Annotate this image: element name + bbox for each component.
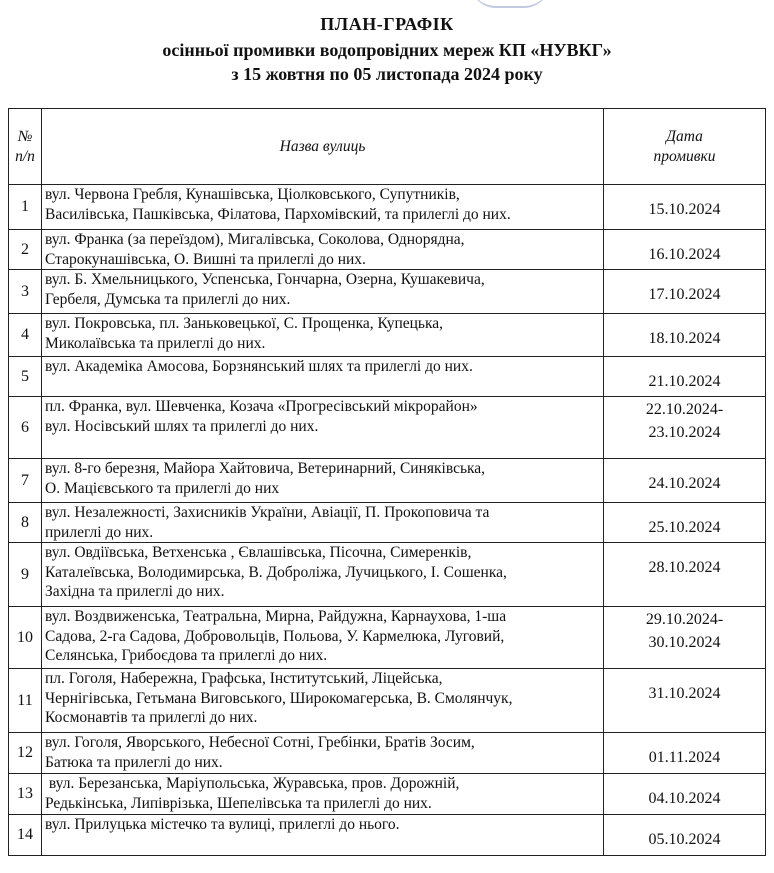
table-header-row [9, 109, 766, 185]
flush-date [604, 397, 766, 459]
street-names [42, 357, 604, 397]
flush-date-line: 22.10.2024- [645, 401, 724, 418]
schedule-table [8, 108, 766, 856]
street-line: вул. Прилуцька містечко та вулиці, прилеглі до нього. [45, 816, 400, 833]
street-names [42, 270, 604, 314]
flush-date [604, 270, 766, 314]
street-line: Чернігівська, Гетьмана Виговського, Широкомагерська, В. Смолянчук, [45, 689, 513, 707]
street-line: Василівська, Пашківська, Філатова, Пархомівский, та прилеглі до них. [45, 205, 511, 223]
street-names [42, 503, 604, 543]
street-line: вул. Носівський шлях та прилеглі до них. [45, 417, 319, 435]
document-period: з 15 жовтня по 05 листопада 2024 року [231, 64, 543, 84]
flush-date-line: 24.10.2024 [648, 475, 721, 492]
street-line: вул. Незалежності, Захисників України, Авіації, П. Прокоповича та [45, 504, 490, 521]
flush-date-line: 21.10.2024 [648, 373, 721, 390]
row-number: 11 [9, 669, 42, 733]
street-line: вул. Академіка Амосова, Борзнянський шлях та прилеглі до них. [45, 358, 473, 375]
street-line: Редькінська, Липіврізька, Шепелівська та прилеглі до них. [45, 794, 432, 812]
street-line: О. Мацієвського та прилеглі до них [45, 479, 280, 497]
table-row [9, 185, 766, 230]
table-row [9, 459, 766, 503]
table-row [9, 815, 766, 856]
street-line: вул. Покровська, пл. Заньковецької, С. Прощенка, Купецька, [45, 315, 444, 332]
row-number: 4 [9, 314, 42, 357]
table-row [9, 669, 766, 733]
street-line: Селянська, Грибоєдова та прилеглі до них. [45, 647, 328, 664]
column-header-number-line2: п/п [15, 147, 35, 165]
row-number: 2 [9, 230, 42, 270]
flush-date-line: 28.10.2024 [648, 559, 721, 576]
table-row [9, 357, 766, 397]
street-names [42, 459, 604, 503]
flush-date [604, 607, 766, 669]
street-names [42, 230, 604, 270]
street-names [42, 397, 604, 459]
row-number: 3 [9, 270, 42, 314]
flush-date-line: 17.10.2024 [648, 286, 721, 303]
street-line: Старокунашівська, О. Вишні та прилеглі до них. [45, 250, 366, 268]
flush-date-line: 05.10.2024 [648, 831, 721, 848]
table-row [9, 230, 766, 270]
row-number: 1 [9, 185, 42, 230]
table-row [9, 543, 766, 607]
street-line: вул. Овдіївська, Ветхенська , Євлашівська, Пісочна, Симеренків, [45, 544, 472, 561]
flush-date-line: 01.11.2024 [648, 749, 721, 766]
table-row [9, 314, 766, 357]
flush-date [604, 543, 766, 607]
street-line: пл. Гоголя, Набережна, Графська, Інститутський, Ліцейська, [45, 670, 443, 687]
street-line: Миколаївська та прилеглі до них. [45, 334, 266, 352]
row-number: 10 [9, 607, 42, 669]
flush-date [604, 669, 766, 733]
street-line: вул. Франка (за переїздом), Мигалівська, Соколова, Однорядна, [45, 231, 465, 248]
flush-date [604, 230, 766, 270]
document-subtitle: осінньої промивки водопровідних мереж КП «НУВКГ» [162, 40, 612, 60]
street-names [42, 543, 604, 607]
street-names [42, 669, 604, 733]
flush-date [604, 503, 766, 543]
column-header-number [9, 109, 42, 185]
street-line: пл. Франка, вул. Шевченка, Козача «Прогресівський мікрорайон» [45, 398, 478, 415]
column-header-date-line2: промивки [653, 147, 716, 165]
stamp-seal-edge [470, 0, 550, 8]
document-title: ПЛАН-ГРАФІК [320, 14, 454, 34]
table-row [9, 503, 766, 543]
flush-date [604, 815, 766, 856]
column-header-number-line1: № [17, 128, 33, 145]
street-names [42, 314, 604, 357]
row-number: 5 [9, 357, 42, 397]
row-number: 13 [9, 774, 42, 815]
row-number: 6 [9, 397, 42, 459]
flush-date-line: 30.10.2024 [648, 634, 721, 651]
flush-date [604, 314, 766, 357]
street-line: Гербеля, Думська та прилеглі до них. [45, 290, 291, 308]
row-number: 12 [9, 733, 42, 774]
table-row [9, 733, 766, 774]
street-names [42, 607, 604, 669]
street-line: прилеглі до них. [45, 523, 154, 541]
street-line: вул. Б. Хмельницького, Успенська, Гончарна, Озерна, Кушакевича, [45, 271, 485, 288]
row-number: 14 [9, 815, 42, 856]
column-header-date-line1: Дата [666, 128, 703, 145]
flush-date-line: 15.10.2024 [648, 201, 721, 218]
flush-date-line: 31.10.2024 [648, 685, 721, 702]
flush-date-line: 04.10.2024 [648, 790, 721, 807]
flush-date-line: 29.10.2024- [645, 611, 724, 628]
flush-date [604, 357, 766, 397]
flush-date-line: 25.10.2024 [648, 519, 721, 536]
column-header-street: Назва вулиць [42, 109, 604, 185]
flush-date-line: 16.10.2024 [648, 246, 721, 263]
street-names [42, 185, 604, 230]
flush-date [604, 733, 766, 774]
table-row [9, 397, 766, 459]
flush-date-line: 23.10.2024 [648, 424, 721, 441]
street-line: вул. 8-го березня, Майора Хайтовича, Ветеринарний, Синяківська, [45, 460, 486, 477]
street-line: вул. Воздвиженська, Театральна, Мирна, Райдужна, Карнаухова, 1-ша [45, 608, 507, 625]
row-number: 7 [9, 459, 42, 503]
street-line: Садова, 2-га Садова, Добровольців, Польова, У. Кармелюка, Луговий, [45, 627, 505, 645]
column-header-date [604, 109, 766, 185]
flush-date [604, 185, 766, 230]
street-line: вул. Гоголя, Яворського, Небесної Сотні, Гребінки, Братів Зосим, [45, 734, 475, 751]
row-number: 9 [9, 543, 42, 607]
street-names [42, 815, 604, 856]
street-line: Каталеївська, Володимирська, В. Доброліжа, Лучицького, І. Сошенка, [45, 563, 507, 581]
table-row [9, 607, 766, 669]
flush-date-line: 18.10.2024 [648, 330, 721, 347]
flush-date [604, 459, 766, 503]
street-line: вул. Березанська, Маріупольська, Журавська, пров. Дорожній, [45, 775, 460, 792]
flush-date [604, 774, 766, 815]
row-number: 8 [9, 503, 42, 543]
street-line: Космонавтів та прилеглі до них. [45, 709, 258, 726]
street-names [42, 774, 604, 815]
table-row [9, 270, 766, 314]
table-row [9, 774, 766, 815]
street-line: вул. Червона Гребля, Кунашівська, Ціолковського, Супутників, [45, 186, 460, 203]
street-line: Західна та прилеглі до них. [45, 583, 225, 600]
street-line: Батюка та прилеглі до них. [45, 753, 223, 771]
street-names [42, 733, 604, 774]
